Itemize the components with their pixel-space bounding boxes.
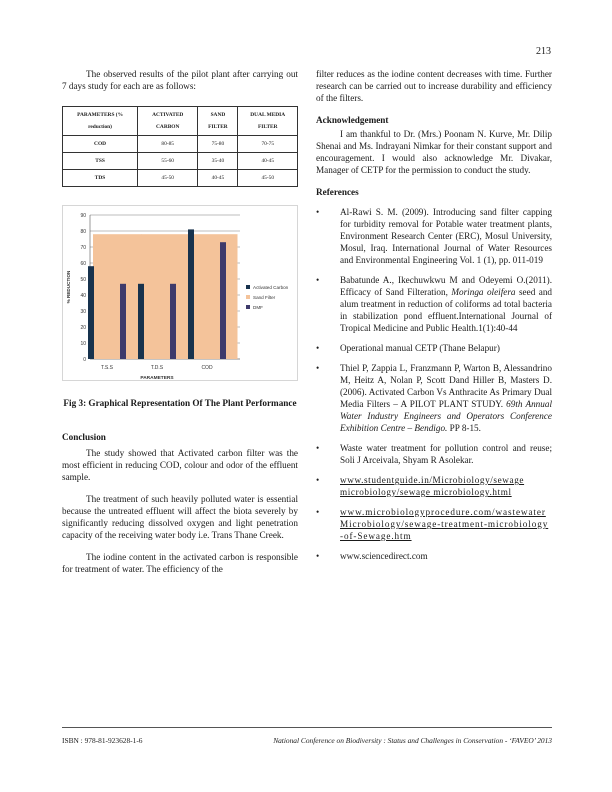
- table-cell: 40-45: [198, 170, 238, 187]
- reference-text: Al-Rawi S. M. (2009). Introducing sand filter capping for turbidity removal for Potable water treatment plants, Environment Research Center (ERC), Mosul University, Mosul, Iraq. International Journal of Water Resources and Environmental Engineering Vol. 1 (1), pp. 011-019: [340, 207, 552, 265]
- reference-item: [316, 506, 552, 542]
- table-cell: 45-50: [138, 170, 198, 187]
- conclusion-paragraph-1: The study showed that Activated carbon filter was the most efficient in reducing COD, colour and odor of the effluent sample.: [62, 448, 298, 482]
- table-row: [63, 170, 298, 187]
- bullet-icon: •: [316, 275, 320, 285]
- y-tick-label: 70: [80, 244, 86, 251]
- left-column: [62, 68, 298, 575]
- legend-label: DMF: [253, 305, 263, 310]
- x-tick-label: T.D.S: [150, 365, 164, 371]
- reference-italic: 69th Annual Water Industry Engineers and Operators Conference Exhibition Centre – Bendigo.: [340, 399, 552, 433]
- bar-dmf: [170, 284, 176, 359]
- table-cell: 80-85: [138, 136, 198, 153]
- reference-text: seed and alum treatment in reduction of coliforms ad total bacteria in stabilization pond effluent.International Journal of Tropical Medicine and Public Health.1(1):40-44: [340, 287, 553, 333]
- page-number: 213: [536, 46, 551, 57]
- conclusion-heading: Conclusion: [62, 432, 106, 442]
- table-cell: TDS: [63, 170, 138, 187]
- reference-item: [316, 550, 552, 562]
- reference-text: Waste water treatment for pollution control and reuse; Soli J Arceivala, Shyam R Asolekar.: [340, 443, 552, 465]
- acknowledgement-text: I am thankful to Dr. (Mrs.) Poonam N. Kurve, Mr. Dilip Shenai and Ms. Indrayani Nimkar for their constant support and encouragement. I would also acknowledge Mr. Divakar, Manager of CETP for the permission to conduct the study.: [316, 129, 552, 175]
- table-row: [63, 136, 298, 153]
- y-tick-label: 10: [80, 340, 86, 347]
- bar-activated-carbon: [188, 229, 194, 359]
- chart-svg: [62, 205, 298, 381]
- y-tick-label: 60: [80, 260, 86, 267]
- legend-swatch: [246, 295, 250, 299]
- footer-divider: [62, 727, 552, 728]
- reference-item: [316, 274, 552, 334]
- acknowledgement-heading: Acknowledgement: [316, 115, 389, 125]
- reference-item: [316, 442, 552, 466]
- reference-text: Operational manual CETP (Thane Belapur): [340, 343, 500, 353]
- conclusion-paragraph-2: The treatment of such heavily polluted water is essential because the untreated effluent will affect the biota severely by significantly reducing dissolved oxygen and light penetration capacity of the receiving water body i.e. Trans Thane Creek.: [62, 494, 298, 540]
- table-cell: TSS: [63, 153, 138, 170]
- right-column: [316, 68, 552, 570]
- bullet-icon: •: [316, 343, 320, 353]
- reference-item: [316, 474, 552, 498]
- table-cell: 55-60: [138, 153, 198, 170]
- reference-link[interactable]: www.microbiologyprocedure.com/wastewaterMicrobiology/sewage-treatment-microbiology-of-Sewage.htm: [340, 507, 549, 541]
- table-row: [63, 153, 298, 170]
- reference-link[interactable]: www.studentguide.in/Microbiology/sewage microbiology/sewage microbiology.html: [340, 475, 525, 497]
- table-cell: 75-80: [198, 136, 238, 153]
- reference-item: [316, 342, 552, 354]
- conclusion-paragraph-3: The iodine content in the activated carbon is responsible for treatment of water. The efficiency of the: [62, 552, 298, 574]
- table-header-cell: SAND FILTER: [198, 107, 238, 136]
- bullet-icon: •: [316, 363, 320, 373]
- legend-label: Sand Filter: [253, 295, 276, 300]
- bullet-icon: •: [316, 551, 320, 561]
- bullet-icon: •: [316, 443, 320, 453]
- table-cell: COD: [63, 136, 138, 153]
- x-tick-label: COD: [201, 365, 213, 371]
- bar-activated-carbon: [138, 284, 144, 359]
- x-axis-label: PARAMETERS: [140, 376, 174, 381]
- legend-label: Activated Carbon: [253, 285, 289, 290]
- table-header-cell: DUAL MEDIA FILTER: [238, 107, 298, 136]
- bar-activated-carbon: [88, 266, 94, 359]
- bullet-icon: •: [316, 207, 320, 217]
- bar-sand-filter: [93, 234, 142, 359]
- y-tick-label: 90: [80, 212, 86, 219]
- table-header-cell: PARAMETERS (% reduction): [63, 107, 138, 136]
- y-axis-label: % REDUCTION: [66, 270, 71, 304]
- bar-sand-filter: [141, 234, 190, 359]
- intro-paragraph: The observed results of the pilot plant after carrying out 7 days study for each are as follows:: [62, 69, 298, 91]
- table-header-cell: ACTIVATED CARBON: [138, 107, 198, 136]
- references-list: [316, 206, 552, 562]
- parameters-table: [62, 106, 298, 187]
- footer-conference: National Conference on Biodiversity : Status and Challenges in Conservation - ‘FAVEO’ 2013: [273, 736, 552, 745]
- table-header-row: [63, 107, 298, 136]
- table-cell: 40-45: [238, 153, 298, 170]
- reference-text: PP 8-15.: [447, 423, 481, 433]
- legend-swatch: [246, 305, 250, 309]
- references-heading: References: [316, 187, 359, 197]
- reference-italic: Moringa oleifera: [451, 287, 516, 297]
- footer-isbn: ISBN : 978-81-923628-1-6: [62, 736, 143, 745]
- reference-item: [316, 362, 552, 434]
- y-tick-label: 80: [80, 228, 86, 235]
- y-tick-label: 20: [80, 324, 86, 331]
- y-tick-label: 50: [80, 276, 86, 283]
- table-cell: 70-75: [238, 136, 298, 153]
- bar-sand-filter: [189, 234, 238, 359]
- y-tick-label: 40: [80, 292, 86, 299]
- performance-chart: [62, 205, 298, 381]
- bar-dmf: [220, 242, 226, 359]
- reference-text: Thiel P, Zappia L, Franzmann P, Warton B, Alessandrino M, Heitz A, Nolan P, Scott Dand Hiller B, Masters D. (2006). Activated Carbon Vs Anthracite As Primary Dual Media Filters – A PILOT PLANT STUDY.: [340, 363, 552, 409]
- bullet-icon: •: [316, 475, 320, 485]
- table-cell: 45-50: [238, 170, 298, 187]
- bullet-icon: •: [316, 507, 320, 517]
- reference-item: [316, 206, 552, 266]
- y-tick-label: 0: [83, 356, 86, 363]
- legend-swatch: [246, 285, 250, 289]
- x-tick-label: T.S.S: [101, 365, 113, 371]
- y-tick-label: 30: [80, 308, 86, 315]
- bar-dmf: [120, 284, 126, 359]
- reference-text: Babatunde A., Ikechuwkwu M and Odeyemi O.(2011). Efficacy of Sand Filteration,: [340, 275, 552, 297]
- reference-text: www.sciencedirect.com: [340, 551, 428, 561]
- table-cell: 35-40: [198, 153, 238, 170]
- continued-paragraph: filter reduces as the iodine content decreases with time. Further research can be carried out to increase durability and efficiency of the filters.: [316, 69, 552, 103]
- figure-caption: Fig 3: Graphical Representation Of The Plant Performance: [63, 398, 297, 408]
